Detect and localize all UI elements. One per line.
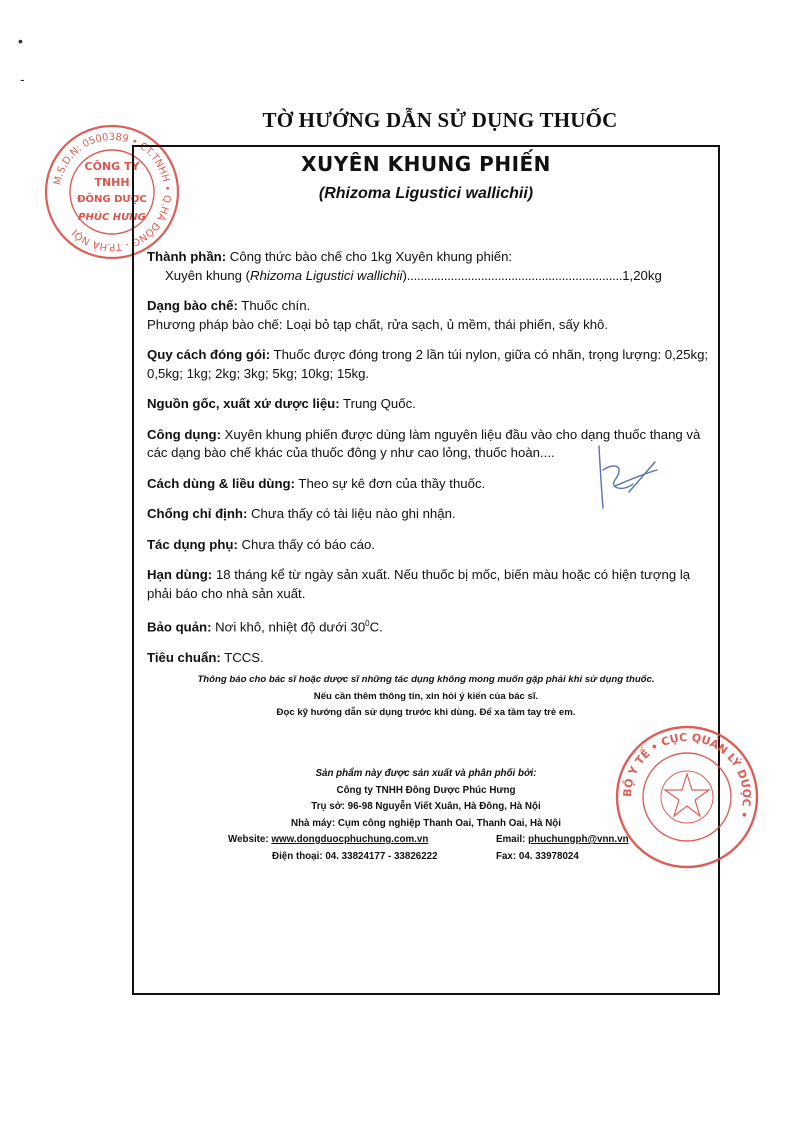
company-stamp-line2: TNHH — [94, 176, 130, 189]
storage-degree: 0 — [365, 619, 370, 628]
website-line — [228, 832, 428, 849]
handwritten-signature — [585, 440, 665, 520]
contraindications-label: Chống chỉ định: — [147, 506, 248, 521]
storage-text: Nơi khô, nhiệt độ dưới 30 — [211, 619, 366, 635]
notice-line-3: Đọc kỹ hướng dẫn sử dụng trước khi dùng. Để xa tầm tay trẻ em. — [276, 707, 576, 718]
section-packaging — [147, 346, 715, 383]
product-latin-name: (Rhizoma Ligustici wallichii) — [318, 185, 534, 202]
section-expiry — [147, 566, 715, 603]
storage-unit: C. — [369, 619, 383, 635]
email-line — [496, 832, 629, 849]
origin-label: Nguồn gốc, xuất xứ dược liệu: — [147, 396, 340, 411]
storage-label: Bảo quản: — [147, 619, 212, 635]
packaging-label: Quy cách đóng gói: — [147, 347, 271, 362]
email-label: Email: — [496, 834, 526, 845]
notice-line-1: Thông báo cho bác sĩ hoặc dược sĩ những tác dụng không mong muốn gặp phải khi sử dụng thuốc. — [197, 674, 655, 685]
side-effects-text: Chưa thấy có báo cáo. — [237, 536, 375, 552]
manufacturer-head-office: Trụ sở: 96-98 Nguyễn Viết Xuân, Hà Đông, Hà Nội — [311, 801, 541, 812]
composition-text: Công thức bào chế cho 1kg Xuyên khung phiến: — [226, 249, 513, 264]
section-dosage-form — [147, 297, 715, 334]
manufacturer-intro: Sản phẩm này được sản xuất và phân phối bởi: — [315, 768, 537, 779]
dosage-form-label: Dạng bào chế: — [147, 298, 238, 313]
section-side-effects — [147, 536, 715, 555]
ingredient-leader-dots: ................................................................ — [406, 267, 623, 283]
contraindications-text: Chưa thấy có tài liệu nào ghi nhận. — [247, 506, 456, 521]
company-stamp-line3: ĐÔNG DƯỢC — [77, 194, 147, 205]
packaging-text: Thuốc được đóng trong 2 lần túi nylon, giữa có nhãn, trọng lượng: 0,25kg; 0,5kg; 1kg; 2kg; 3kg; 5kg; 10kg; 15kg. — [147, 347, 709, 381]
agency-stamp-ring: BỘ Y TẾ • CỤC QUẢN LÝ DƯỢC • — [620, 730, 754, 820]
ingredient-amount: 1,20kg — [622, 267, 662, 283]
section-standard — [147, 649, 715, 668]
preparation-method: Phương pháp bào chế: Loại bỏ tạp chất, rửa sạch, ủ mềm, thái phiến, sấy khô. — [147, 316, 609, 332]
scan-mark: - — [20, 71, 25, 87]
company-stamp-line1: CÔNG TY — [84, 160, 140, 173]
scan-dot: • — [18, 33, 23, 49]
dosage-form-text: Thuốc chín. — [237, 298, 311, 313]
dosage-text: Theo sự kê đơn của thầy thuốc. — [294, 475, 486, 491]
notice-line-2: Nếu cần thêm thông tin, xin hỏi ý kiến của bác sĩ. — [313, 690, 539, 702]
company-stamp-line4: PHÚC HƯNG — [78, 212, 146, 223]
company-stamp-ring: M.S.D.N: 0500389 • CT.TNHH • Q.HÀ ĐÔNG - TP.HÀ NỘI — [52, 131, 173, 253]
manufacturer-factory: Nhà máy: Cụm công nghiệp Thanh Oai, Thanh Oai, Hà Nội — [291, 817, 561, 829]
origin-text: Trung Quốc. — [339, 396, 416, 411]
expiry-label: Hạn dùng: — [147, 567, 213, 582]
section-composition — [147, 248, 715, 285]
dosage-label: Cách dùng & liều dùng: — [147, 475, 295, 491]
standard-text: TCCS. — [220, 649, 264, 665]
ingredient-latin: Rhizoma Ligustici wallichii — [250, 267, 403, 283]
standard-label: Tiêu chuẩn: — [147, 649, 221, 665]
manufacturer-company: Công ty TNHH Đông Dược Phúc Hưng — [336, 784, 516, 796]
agency-stamp — [612, 722, 762, 872]
expiry-text: 18 tháng kể từ ngày sản xuất. Nếu thuốc bị mốc, biến màu hoặc có hiện tượng lạ phải báo cho nhà sản xuất. — [147, 567, 691, 601]
ingredient-close: ) — [402, 267, 407, 283]
page-header-title: TỜ HƯỚNG DẪN SỬ DỤNG THUỐC — [262, 108, 618, 132]
composition-label: Thành phần: — [147, 249, 227, 264]
section-storage — [147, 615, 715, 637]
email-link[interactable]: phuchungph@vnn.vn — [528, 834, 629, 845]
website-link[interactable]: www.dongduocphuchung.com.vn — [271, 834, 429, 845]
uses-label: Công dụng: — [147, 426, 221, 442]
uses-text: Xuyên khung phiến được dùng làm nguyên liệu đầu vào cho dạng thuốc thang và các dạng bào chế khác của thuốc đông y như cao lỏng, thuốc hoàn.... — [147, 426, 701, 460]
ingredient-line — [147, 268, 662, 283]
product-name: XUYÊN KHUNG PHIẾN — [301, 152, 551, 176]
fax-line: Fax: 04. 33978024 — [496, 851, 579, 862]
ingredient-name: Xuyên khung ( — [165, 267, 251, 283]
website-label: Website: — [228, 834, 269, 845]
phone-line: Điện thoại: 04. 33824177 - 33826222 — [272, 851, 438, 862]
side-effects-label: Tác dụng phụ: — [147, 536, 238, 552]
section-origin — [147, 395, 715, 414]
notice-block — [134, 672, 718, 722]
